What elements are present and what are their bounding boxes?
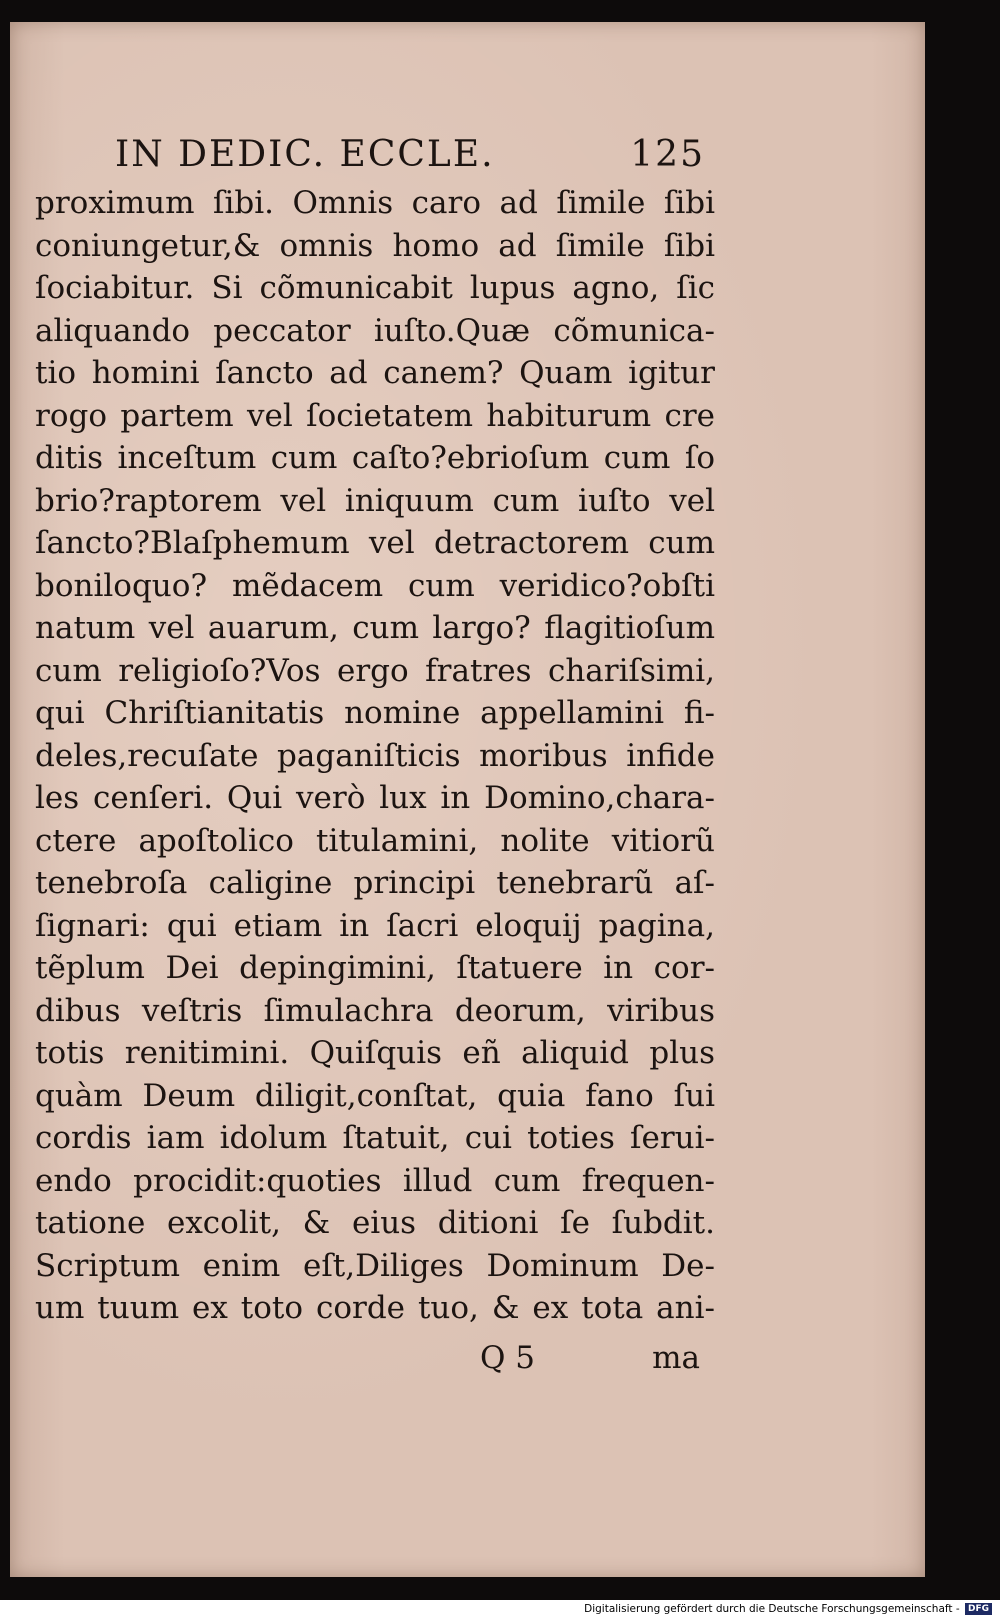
text-line: tenebroſa caligine principi tenebrarũ aſ- <box>35 865 715 901</box>
text-line: cum religioſo?Vos ergo fratres chariſsimi, <box>35 652 715 689</box>
text-line: tatione excolit, & eius ditioni ſe ſubdit. <box>35 1205 715 1241</box>
text-line: cordis iam idolum ſtatuit, cui toties ſerui- <box>35 1120 715 1156</box>
text-line: ſignari: qui etiam in ſacri eloquij pagina, <box>35 907 715 944</box>
text-line: proximum ſibi. Omnis caro ad ſimile ſibi <box>35 185 715 221</box>
text-line: deles,recuſate paganiſticis moribus infide <box>35 737 715 774</box>
page-header <box>115 134 705 180</box>
text-line: dibus veſtris ſimulachra deorum, viribus <box>35 992 715 1029</box>
text-line: tẽplum Dei depingimini, ſtatuere in cor- <box>35 950 715 986</box>
text-line: tio homini ſancto ad canem? Quam igitur <box>35 355 715 391</box>
catchword: ma <box>652 1340 700 1376</box>
credit-text: Digitalisierung gefördert durch die Deutsche Forschungsgemeinschaft - <box>584 1603 960 1615</box>
text-line: ditis inceſtum cum caſto?ebrioſum cum ſo <box>35 440 715 476</box>
text-line: totis renitimini. Quiſquis eñ aliquid plus <box>35 1035 715 1071</box>
text-line: brio?raptorem vel iniquum cum iuſto vel <box>35 482 715 519</box>
text-line: boniloquo? mẽdacem cum veridico?obſti <box>35 567 715 604</box>
text-line: endo procidit:quoties illud cum frequen- <box>35 1162 715 1199</box>
text-line: les cenſeri. Qui verò lux in Domino,chara- <box>35 780 715 816</box>
body-text <box>35 182 715 1330</box>
dfg-logo-icon: DFG <box>965 1603 992 1615</box>
text-line: ſancto?Blaſphemum vel detractorem cum <box>35 525 715 561</box>
text-line: coniungetur,& omnis homo ad ſimile ſibi <box>35 227 715 264</box>
digitization-credit <box>584 1603 992 1615</box>
page-number: 125 <box>630 134 705 175</box>
page-footer <box>460 1340 700 1380</box>
running-head: IN DEDIC. ECCLE. <box>115 134 495 175</box>
text-line: um tuum ex toto corde tuo, & ex tota ani- <box>35 1290 715 1326</box>
text-line: qui Chriſtianitatis nomine appellamini fi- <box>35 695 715 731</box>
text-line: Scriptum enim eſt,Diliges Dominum De- <box>35 1247 715 1284</box>
signature-mark: Q 5 <box>480 1340 535 1376</box>
book-page <box>10 22 925 1577</box>
text-line: quàm Deum diligit,conſtat, quia fano ſui <box>35 1077 715 1114</box>
text-line: ctere apoſtolico titulamini, nolite vitiorũ <box>35 822 715 859</box>
text-line: aliquando peccator iuſto.Quæ cõmunica- <box>35 312 715 349</box>
text-line: rogo partem vel ſocietatem habiturum cre <box>35 397 715 434</box>
text-line: ſociabitur. Si cõmunicabit lupus agno, ſic <box>35 270 715 306</box>
text-line: natum vel auarum, cum largo? flagitioſum <box>35 610 715 646</box>
